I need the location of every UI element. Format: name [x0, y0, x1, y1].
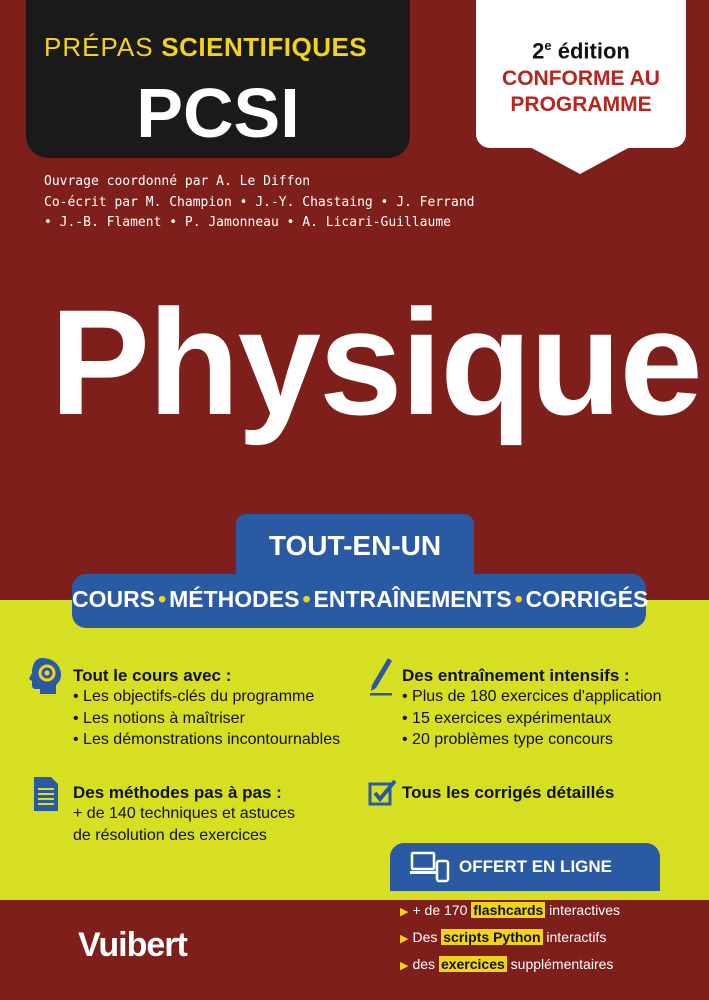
- separator-dot: •: [302, 586, 311, 612]
- section-entrainements: [402, 665, 661, 751]
- list-item: [400, 898, 620, 925]
- edition-superscript: e: [544, 38, 552, 53]
- section-heading: Tous les corrigés détaillés: [402, 783, 615, 802]
- author-line: • J.-B. Flament • P. Jamonneau • A. Licari-Guillaume: [44, 215, 451, 230]
- checkbox-icon: [368, 778, 398, 808]
- tout-en-un-label: TOUT-EN-UN: [268, 530, 442, 561]
- authors-block: [44, 172, 474, 234]
- item-text: supplémentaires: [506, 956, 614, 972]
- author-line: Co-écrit par M. Champion • J.-Y. Chastaing • J. Ferrand: [44, 194, 475, 210]
- separator-dot: •: [514, 586, 523, 612]
- list-item: • Les démonstrations incontournables: [73, 731, 341, 748]
- level-label: PCSI: [136, 74, 300, 152]
- document-icon: [32, 776, 60, 812]
- author-line: Ouvrage coordonné par A. Le Diffon: [44, 174, 311, 189]
- list-item: • Les objectifs-clés du programme: [73, 688, 315, 705]
- feature-methodes: MÉTHODES: [169, 586, 300, 612]
- series-name: [44, 32, 367, 63]
- section-methodes: [73, 782, 295, 846]
- separator-dot: •: [158, 586, 167, 612]
- triangle-icon: ▶: [400, 906, 409, 918]
- list-item: [400, 952, 620, 979]
- item-highlight: scripts Python: [443, 929, 541, 945]
- section-heading: Des méthodes pas à pas :: [73, 783, 282, 802]
- online-offer-list: [400, 898, 620, 979]
- list-item: • 20 problèmes type concours: [402, 731, 614, 748]
- publisher-logo: Vuibert: [78, 926, 187, 964]
- item-text: des: [412, 956, 439, 972]
- pencil-icon: [368, 656, 394, 696]
- edition-number-value: 2: [532, 38, 545, 64]
- section-text: de résolution des exercices: [73, 826, 267, 844]
- feature-cours: COURS: [72, 586, 156, 612]
- section-heading: Des entraînement intensifs :: [402, 666, 630, 685]
- item-text: interactifs: [542, 929, 607, 945]
- triangle-icon: ▶: [400, 933, 409, 945]
- section-heading: Tout le cours avec :: [73, 666, 232, 685]
- list-item: [400, 925, 620, 952]
- list-item: • Les notions à maîtriser: [73, 709, 245, 727]
- item-highlight: exercices: [440, 956, 505, 972]
- edition-number: [476, 38, 686, 64]
- section-cours: [73, 665, 340, 751]
- feature-entrainements: ENTRAÎNEMENTS: [313, 586, 512, 612]
- head-gear-icon: [28, 656, 64, 696]
- edition-badge-arrow: [528, 146, 632, 174]
- item-text: interactives: [545, 902, 620, 918]
- section-text: + de 140 techniques et astuces: [73, 805, 295, 822]
- edition-line2: CONFORME AU: [502, 67, 660, 90]
- edition-label: édition: [557, 38, 630, 64]
- series-prefix: PRÉPAS: [44, 32, 154, 62]
- series-suffix: SCIENTIFIQUES: [161, 32, 368, 62]
- list-item: • Plus de 180 exercices d'application: [402, 688, 662, 705]
- edition-conformity: [476, 66, 686, 118]
- item-highlight: flashcards: [473, 902, 544, 918]
- feature-corriges: CORRIGÉS: [525, 586, 649, 612]
- edition-line3: PROGRAMME: [510, 93, 652, 116]
- online-offer-heading: OFFERT EN LIGNE: [459, 857, 612, 876]
- item-text: Des: [412, 929, 442, 945]
- section-corriges: [402, 782, 614, 803]
- book-title: Physique: [50, 278, 701, 446]
- triangle-icon: ▶: [400, 960, 409, 972]
- devices-icon: [410, 851, 450, 883]
- item-text: + de 170: [412, 902, 472, 918]
- list-item: • 15 exercices expérimentaux: [402, 709, 612, 727]
- features-list: [72, 586, 649, 613]
